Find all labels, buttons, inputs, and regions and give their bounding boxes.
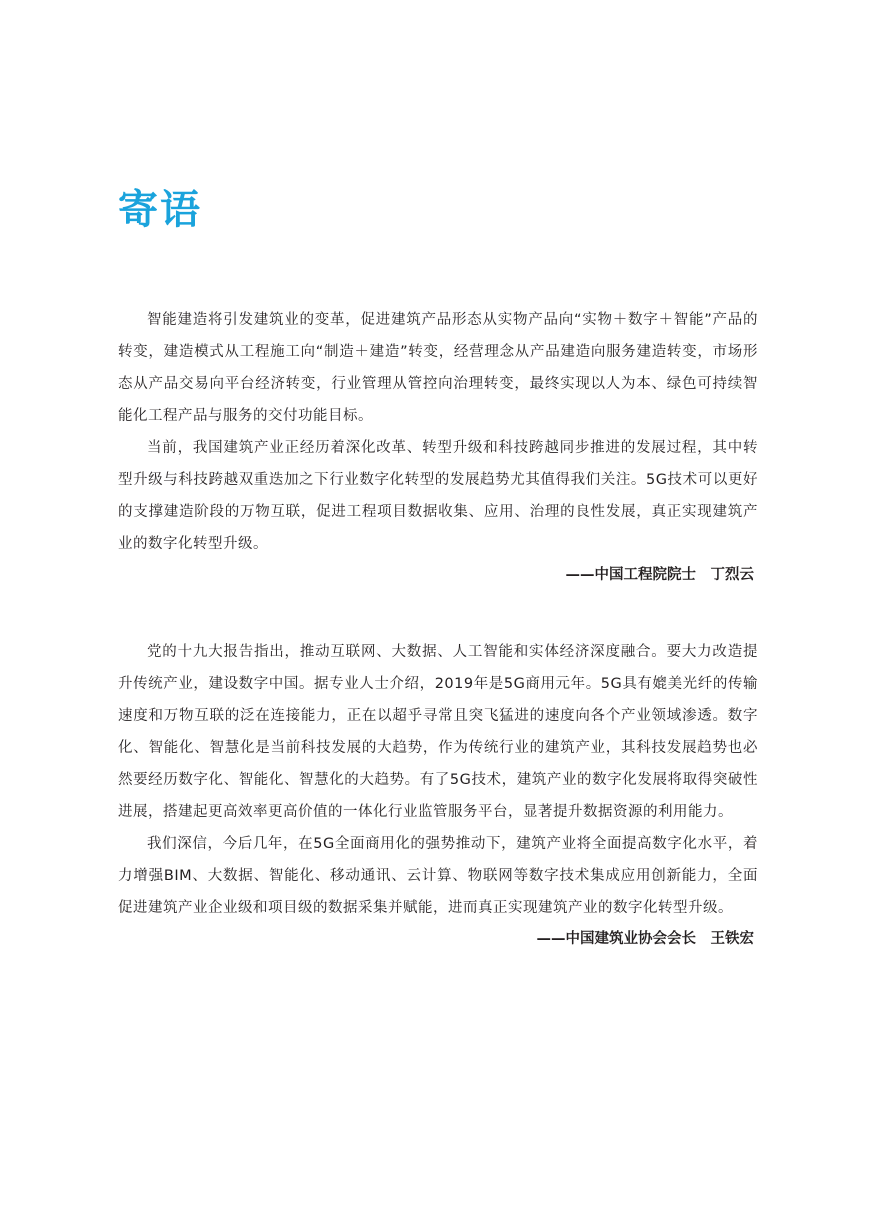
signature: ——中国建筑业协会会长 王铁宏 [536,931,754,947]
message-section-2 [118,636,758,954]
signature: ——中国工程院院士 丁烈云 [565,567,754,583]
paragraph: 当前，我国建筑产业正经历着深化改革、转型升级和科技跨越同步推进的发展过程，其中转型升级与科技跨越双重迭加之下行业数字化转型的发展趋势尤其值得我们关注。5G技术可以更好的支撑建造阶段的万物互联，促进工程项目数据收集、应用、治理的良性发展，真正实现建筑产业的数字化转型升级。 [118,440,758,552]
page-title: 寄语 [118,187,202,233]
paragraph: 智能建造将引发建筑业的变革，促进建筑产品形态从实物产品向“实物＋数字＋智能”产品的转变，建造模式从工程施工向“制造＋建造”转变，经营理念从产品建造向服务建造转变，市场形态从产品交易向平台经济转变，行业管理从管控向治理转变，最终实现以人为本、绿色可持续智能化工程产品与服务的交付功能目标。 [118,312,758,424]
message-section-1 [118,304,758,590]
paragraph: 党的十九大报告指出，推动互联网、大数据、人工智能和实体经济深度融合。要大力改造提升传统产业，建设数字中国。据专业人士介绍，2019年是5G商用元年。5G具有媲美光纤的传输速度和万物互联的泛在连接能力，正在以超乎寻常且突飞猛进的速度向各个产业领域渗透。数字化、智能化、智慧化是当前科技发展的大趋势，作为传统行业的建筑产业，其科技发展趋势也必然要经历数字化、智能化、智慧化的大趋势。有了5G技术，建筑产业的数字化发展将取得突破性进展，搭建起更高效率更高价值的一体化行业监管服务平台，显著提升数据资源的利用能力。 [118,644,758,820]
paragraph: 我们深信，今后几年，在5G全面商用化的强势推动下，建筑产业将全面提高数字化水平，着力增强BIM、大数据、智能化、移动通讯、云计算、物联网等数字技术集成应用创新能力，全面促进建筑产业企业级和项目级的数据采集并赋能，进而真正实现建筑产业的数字化转型升级。 [118,836,758,916]
